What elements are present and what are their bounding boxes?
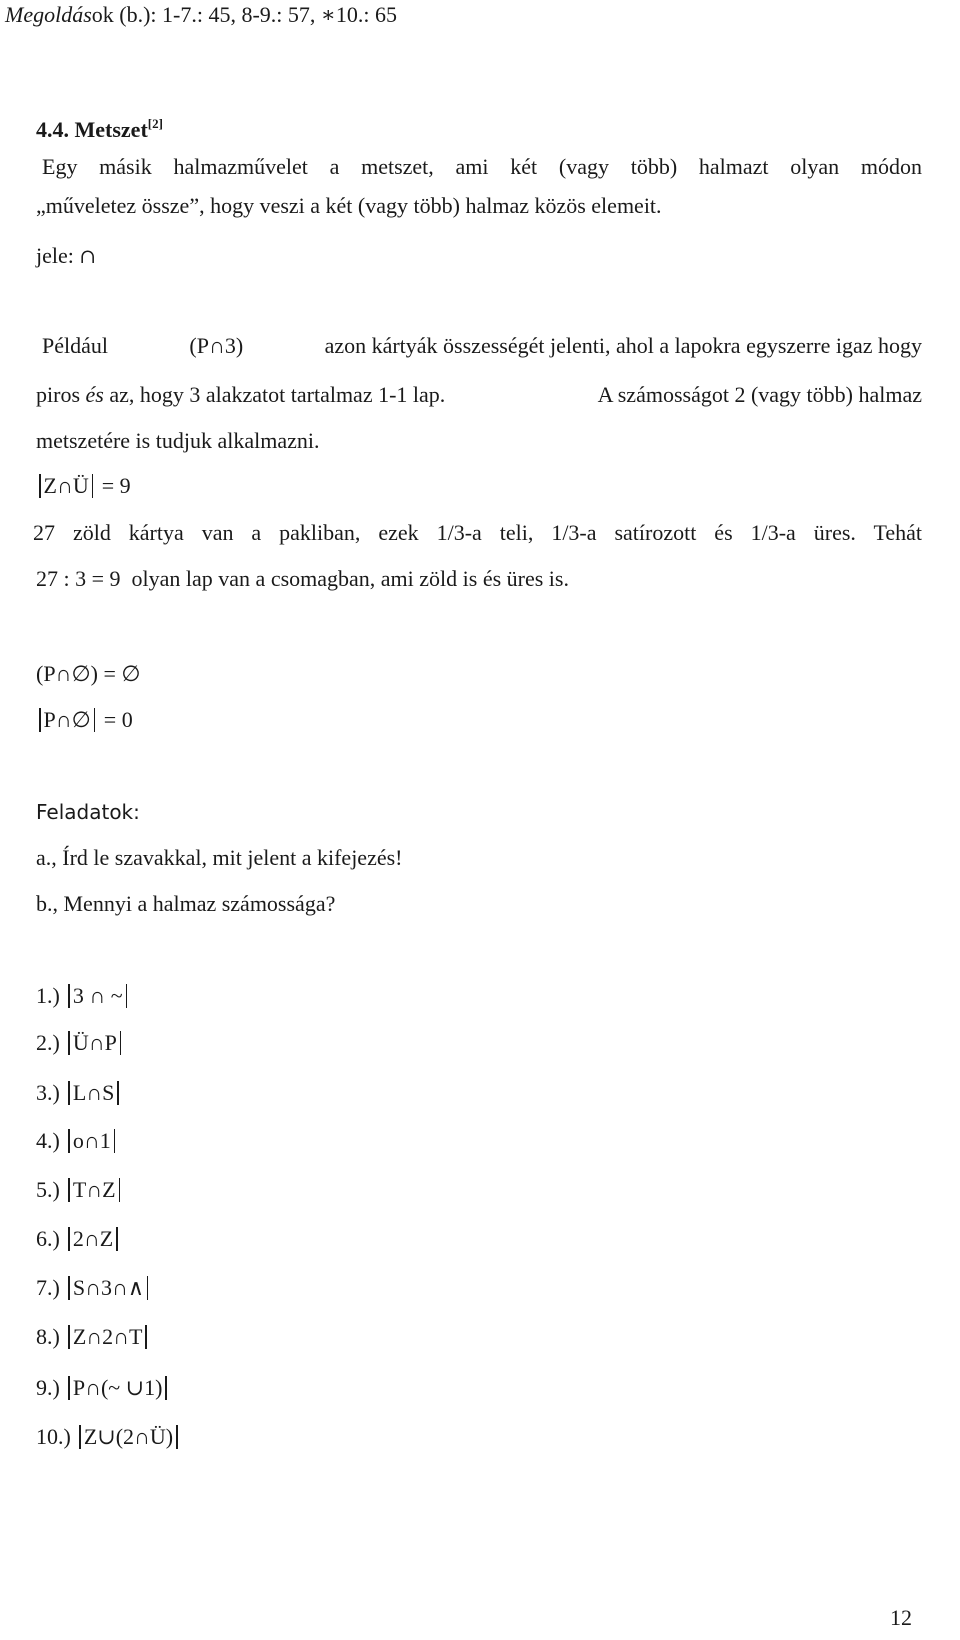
intro-line-1: Egy másik halmazművelet a metszet, ami két (vagy több) halmazt olyan módon [42,154,922,179]
jele-line [36,243,96,269]
task-item-label: 5.) [36,1177,60,1202]
example-szamossag: A számosságot 2 (vagy több) halmaz [597,382,922,407]
example-pre: Például [42,333,108,358]
task-item [36,1177,123,1203]
task-item-label: 1.) [36,983,60,1008]
task-item-expr: Z∩2∩T [72,1324,143,1349]
task-item-label: 9.) [36,1375,60,1400]
task-item [36,1080,122,1106]
task-item-expr: L∩S [72,1080,115,1105]
task-a: a., Írd le szavakkal, mit jelent a kifejezés! [36,845,403,870]
empty-set-result: = 0 [103,707,133,732]
example-line-4: 27 zöld kártya van a pakliban, ezek 1/3-a teli, 1/3-a satírozott és 1/3-a üres. Tehát [33,520,922,545]
task-item-label: 10.) [36,1424,71,1449]
task-item [36,1275,151,1301]
empty-set-inner: P∩∅ [43,707,91,732]
formula-result: = 9 [101,473,131,498]
section-number: 4.4. [36,117,69,142]
task-item [36,1128,118,1154]
intro-line-2: „műveletez össze”, hogy veszi a két (vagy több) halmaz közös elemeit. [36,193,662,218]
example-line-5 [36,566,569,592]
example-expr: (P∩3) [189,333,244,358]
example-line-3: metszetére is tudjuk alkalmazni. [36,428,320,453]
division-text: olyan lap van a csomagban, ami zöld is és üres is. [131,566,569,591]
task-item-expr: Z∪(2∩Ü) [83,1424,174,1449]
task-item [36,1424,181,1450]
section-title-text: Metszet [74,117,148,142]
task-item-expr: 3 ∩ ~ [72,983,123,1008]
example-line-2 [36,382,922,408]
jele-label: jele: [36,243,74,268]
task-item-expr: Ü∩P [72,1030,117,1055]
task-item-expr: S∩3∩∧ [72,1275,144,1300]
task-item-label: 6.) [36,1226,60,1251]
intersection-icon: ∩ [79,244,97,268]
formula-inner: Z∩Ü [43,473,89,498]
task-item-expr: 2∩Z [72,1226,114,1251]
empty-set-eq-2 [36,707,133,733]
section-title [36,117,163,143]
task-item-label: 3.) [36,1080,60,1105]
example-text: az, hogy 3 alakzatot tartalmaz 1-1 lap. [109,382,446,407]
task-item [36,1324,150,1350]
example-piros: piros [36,382,80,407]
example-es: és [85,382,104,407]
task-item-expr: T∩Z [72,1177,116,1202]
task-item [36,1226,121,1252]
task-b: b., Mennyi a halmaz számossága? [36,891,336,916]
empty-set-eq-1: (P∩∅) = ∅ [36,661,141,686]
section-ref: [2] [147,116,163,131]
page-header [5,2,397,28]
example-post: azon kártyák összességét jelenti, ahol a lapokra egyszerre igaz hogy [324,333,922,358]
example-line-1 [42,333,922,359]
header-text: ok (b.): 1-7.: 45, 8-9.: 57, ∗10.: 65 [91,2,397,27]
task-item-expr: o∩1 [72,1128,111,1153]
task-item [36,983,130,1009]
tasks-title: Feladatok: [36,800,140,824]
task-item [36,1030,124,1056]
task-item-label: 8.) [36,1324,60,1349]
header-italic: Megoldás [5,2,92,27]
task-item-expr: P∩(~ ∪1) [72,1375,163,1400]
task-item [36,1375,170,1401]
division-expr: 27 : 3 = 9 [36,566,121,591]
task-item-label: 7.) [36,1275,60,1300]
task-item-label: 2.) [36,1030,60,1055]
task-item-label: 4.) [36,1128,60,1153]
page-number: 12 [890,1605,912,1630]
formula-z-u [36,473,131,499]
